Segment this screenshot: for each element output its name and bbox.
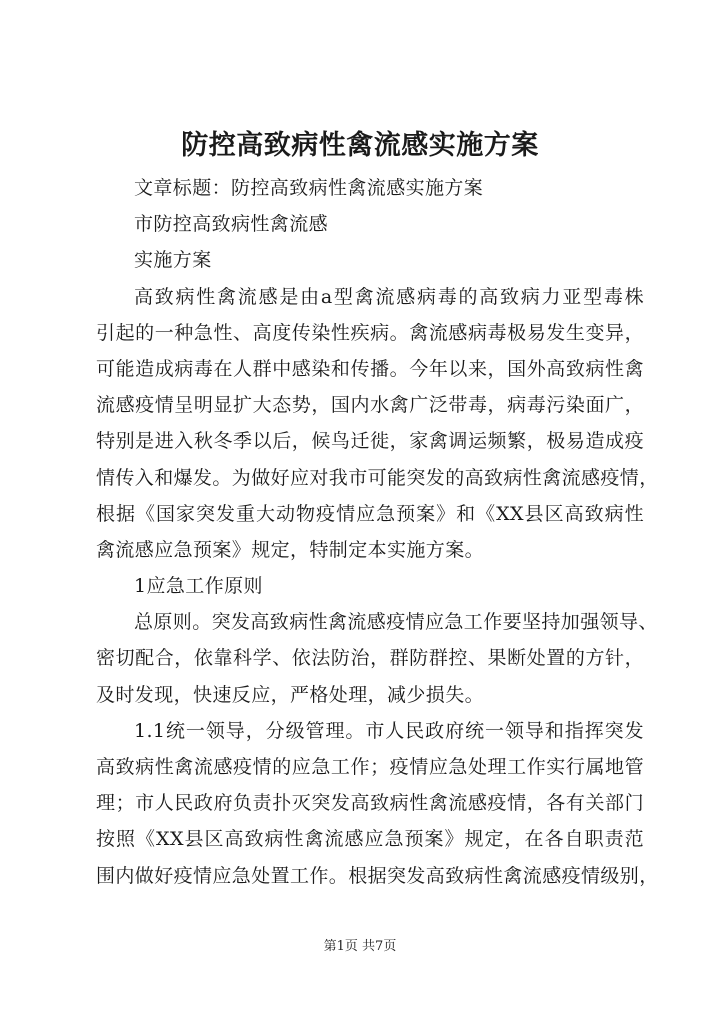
section-heading: 1应急工作原则: [134, 575, 263, 598]
paragraph-line: 围内做好疫情应急处置工作。根据突发高致病性禽流感疫情级别，: [96, 864, 659, 887]
page-number: 第1页 共7页: [323, 939, 397, 954]
document-body: [96, 170, 659, 894]
paragraph-line: 根据《国家突发重大动物疫情应急预案》和《XX县区高致病性: [96, 502, 644, 525]
subtitle-line-1: 市防控高致病性禽流感: [134, 213, 329, 236]
paragraph-line: 情传入和爆发。为做好应对我市可能突发的高致病性禽流感疫情，: [96, 466, 659, 489]
paragraph-line: 理；市人民政府负责扑灭突发高致病性禽流感疫情，各有关部门: [96, 792, 644, 815]
paragraph-line: 特别是进入秋冬季以后，候鸟迁徙，家禽调运频繁，极易造成疫: [96, 430, 644, 453]
paragraph-line: 及时发现，快速反应，严格处理，减少损失。: [96, 683, 485, 706]
paragraph-line: 引起的一种急性、高度传染性疾病。禽流感病毒极易发生变异，: [96, 321, 644, 344]
article-title-line: 文章标题：防控高致病性禽流感实施方案: [134, 177, 484, 199]
paragraph-line: 可能造成病毒在人群中感染和传播。今年以来，国外高致病性禽: [96, 357, 644, 380]
paragraph-line: 高致病性禽流感疫情的应急工作；疫情应急处理工作实行属地管: [96, 756, 644, 778]
paragraph-line: 禽流感应急预案》规定，特制定本实施方案。: [96, 538, 485, 561]
paragraph-line: 按照《XX县区高致病性禽流感应急预案》规定，在各自职责范: [96, 828, 644, 851]
paragraph-line: 密切配合，依靠科学、依法防治，群防群控、果断处置的方针，: [96, 647, 644, 670]
paragraph-line: 总原则。突发高致病性禽流感疫情应急工作要坚持加强领导、: [134, 611, 658, 634]
subtitle-line-2: 实施方案: [134, 249, 212, 272]
paragraph-line: 高致病性禽流感是由a型禽流感病毒的高致病力亚型毒株: [134, 285, 644, 308]
document-title: 防控高致病性禽流感实施方案: [181, 130, 539, 161]
paragraph-line: 流感疫情呈明显扩大态势，国内水禽广泛带毒，病毒污染面广，: [96, 394, 644, 417]
paragraph-line: 1.1统一领导，分级管理。市人民政府统一领导和指挥突发: [134, 719, 644, 742]
